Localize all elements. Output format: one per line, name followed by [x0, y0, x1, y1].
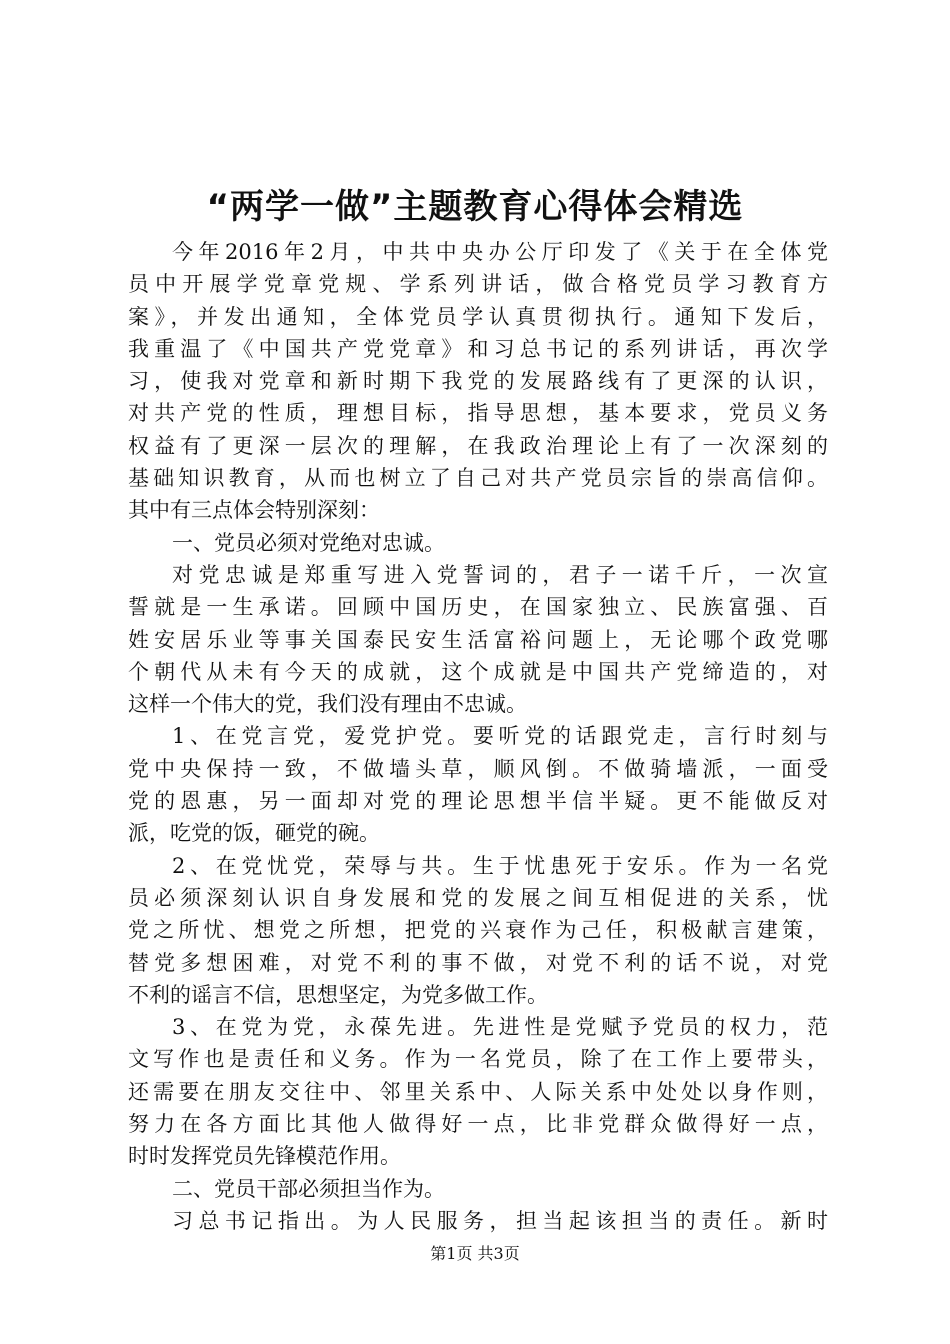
text-line: 不利的谣言不信，思想坚定，为党多做工作。	[128, 982, 548, 1007]
text-line: 这样一个伟大的党，我们没有理由不忠诚。	[128, 692, 527, 717]
text-line: 我重温了《中国共产党党章》和习总书记的系列讲话，再次学	[128, 336, 828, 361]
text-line: 习，使我对党章和新时期下我党的发展路线有了更深的认识，	[128, 369, 828, 394]
text-line: 权益有了更深一层次的理解，在我政治理论上有了一次深刻的	[128, 433, 828, 458]
section-heading: 二、党员干部必须担当作为。	[172, 1176, 445, 1201]
text-line: 党的恩惠，另一面却对党的理论思想半信半疑。更不能做反对	[128, 789, 828, 814]
text-line: 其中有三点体会特别深刻：	[128, 498, 380, 523]
text-line: 案》，并发出通知，全体党员学认真贯彻执行。通知下发后，	[128, 304, 828, 329]
text-line: 3、在党为党，永葆先进。先进性是党赋予党员的权力，范	[172, 1015, 828, 1040]
text-line: 替党多想困难，对党不利的事不做，对党不利的话不说，对党	[128, 950, 828, 975]
page-number-footer: 第1页 共3页	[430, 1244, 520, 1263]
text-line: 对党忠诚是郑重写进入党誓词的，君子一诺千斤，一次宣	[172, 562, 828, 587]
text-line: 1、在党言党，爱党护党。要听党的话跟党走，言行时刻与	[172, 724, 828, 749]
text-line: 还需要在朋友交往中、邻里关系中、人际关系中处处以身作则，	[128, 1079, 828, 1104]
text-line: 基础知识教育，从而也树立了自己对共产党员宗旨的崇高信仰。	[128, 466, 828, 491]
text-line: 誓就是一生承诺。回顾中国历史，在国家独立、民族富强、百	[128, 595, 828, 620]
text-line: 派，吃党的饭，砸党的碗。	[128, 821, 380, 846]
section-heading: 一、党员必须对党绝对忠诚。	[172, 530, 445, 555]
text-line: 对共产党的性质，理想目标，指导思想，基本要求，党员义务	[128, 401, 828, 426]
text-line: 今年2016年2月，中共中央办公厅印发了《关于在全体党	[172, 240, 828, 264]
text-line: 2、在党忧党，荣辱与共。生于忧患死于安乐。作为一名党	[172, 853, 828, 878]
text-line: 党中央保持一致，不做墙头草，顺风倒。不做骑墙派，一面受	[128, 756, 828, 781]
text-line: 文写作也是责任和义务。作为一名党员，除了在工作上要带头，	[128, 1047, 828, 1072]
text-line: 努力在各方面比其他人做得好一点，比非党群众做得好一点，	[128, 1112, 828, 1137]
text-line: 党之所忧、想党之所想，把党的兴衰作为己任，积极献言建策，	[128, 918, 828, 943]
text-line: 员必须深刻认识自身发展和党的发展之间互相促进的关系，忧	[128, 885, 828, 910]
document-body	[128, 236, 828, 1237]
document-title: “两学一做”主题教育心得体会精选	[206, 187, 744, 227]
text-line: 个朝代从未有今天的成就，这个成就是中国共产党缔造的，对	[128, 659, 828, 684]
text-line: 姓安居乐业等事关国泰民安生活富裕问题上，无论哪个政党哪	[128, 627, 828, 652]
text-line: 习总书记指出。为人民服务，担当起该担当的责任。新时	[172, 1208, 828, 1233]
text-line: 员中开展学党章党规、学系列讲话，做合格党员学习教育方	[128, 272, 828, 297]
text-line: 时时发挥党员先锋模范作用。	[128, 1144, 401, 1169]
